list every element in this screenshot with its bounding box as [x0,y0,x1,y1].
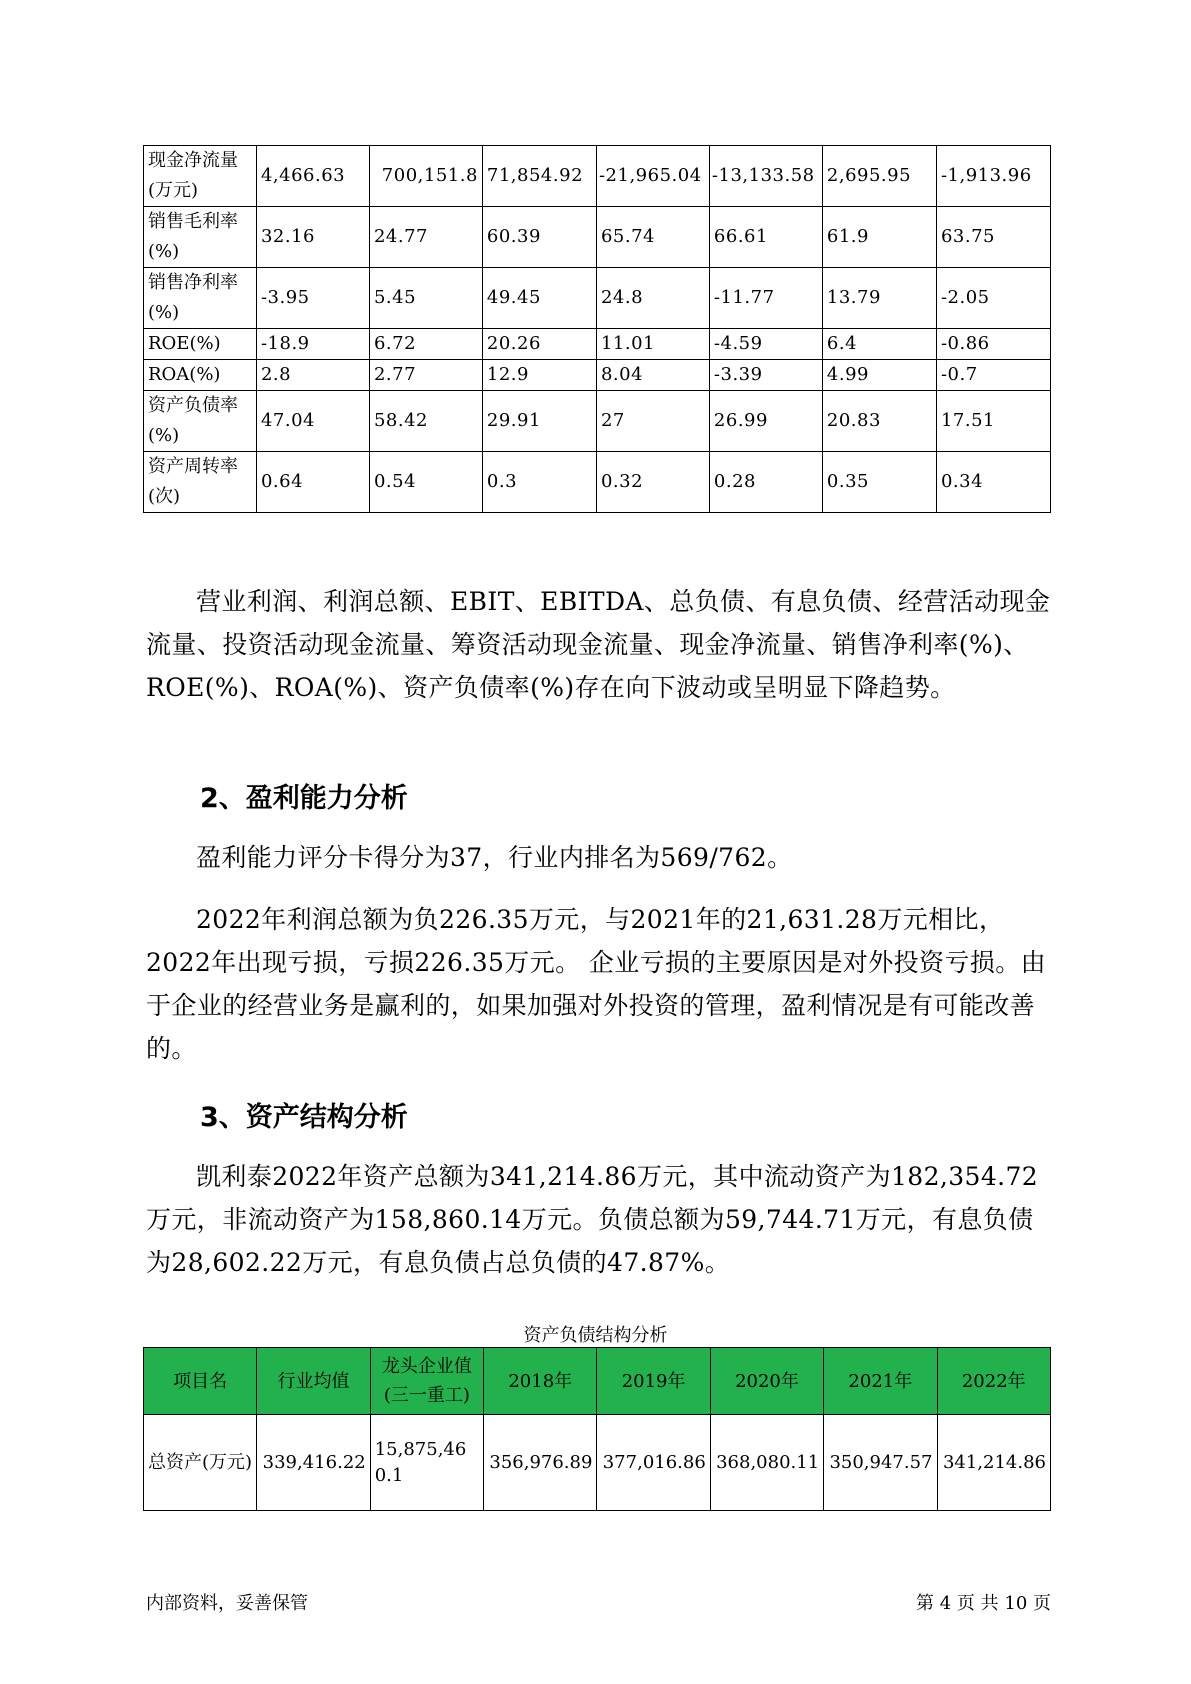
table-cell: -0.86 [936,329,1050,360]
table-row [144,268,1051,329]
table-header-row [144,1348,1051,1415]
table-cell: -21,965.04 [596,146,709,207]
section-heading-asset-structure: 3、资产结构分析 [200,1102,408,1133]
table-cell: 71,854.92 [482,146,596,207]
table-cell: 4,466.63 [256,146,369,207]
table-cell: -13,133.58 [709,146,822,207]
table-cell: 11.01 [596,329,709,360]
row-label: 现金净流量(万元) [144,146,257,207]
table-cell: -2.05 [936,268,1050,329]
row-label: ROE(%) [144,329,257,360]
column-header: 龙头企业值(三一重工) [370,1348,483,1415]
table-cell: -3.39 [709,360,822,391]
column-header: 2021年 [824,1348,937,1415]
table-cell: 32.16 [256,207,369,268]
table-caption: 资产负债结构分析 [523,1325,668,1346]
column-header: 行业均值 [257,1348,370,1415]
table-cell: 6.4 [822,329,936,360]
table-cell: 27 [596,391,709,452]
table-cell: 0.28 [709,452,822,513]
table-cell: 24.8 [596,268,709,329]
table-cell: 2,695.95 [822,146,936,207]
table-cell: 0.64 [256,452,369,513]
table-cell: 377,016.86 [597,1415,710,1511]
table-cell: 368,080.11 [710,1415,823,1511]
column-header: 2020年 [710,1348,823,1415]
table-cell: 13.79 [822,268,936,329]
row-label: ROA(%) [144,360,257,391]
profit-paragraph: 2022年利润总额为负226.35万元，与2021年的21,631.28万元相比，2022年出现亏损，亏损226.35万元。 企业亏损的主要原因是对外投资亏损。由于企业的经营业务是赢利的，如果加强对外投资的管理，盈利情况是有可能改善的。 [146,905,1047,1063]
row-label: 总资产(万元) [144,1415,257,1511]
row-label: 销售毛利率(%) [144,207,257,268]
table-cell: 5.45 [369,268,482,329]
table-cell: -11.77 [709,268,822,329]
table-cell: 20.83 [822,391,936,452]
financial-indicators-table [143,145,1051,513]
table-cell: 12.9 [482,360,596,391]
table-cell: 700,151.8 [369,146,482,207]
column-header: 2018年 [484,1348,597,1415]
footer-confidential-note: 内部资料，妥善保管 [146,1593,308,1614]
table-cell: 29.91 [482,391,596,452]
table-cell: -4.59 [709,329,822,360]
table-cell: 339,416.22 [257,1415,370,1511]
row-label: 资产负债率(%) [144,391,257,452]
table-cell: 47.04 [256,391,369,452]
score-paragraph: 盈利能力评分卡得分为37，行业内排名为569/762。 [196,843,793,872]
table-cell: 0.54 [369,452,482,513]
table-cell: 0.35 [822,452,936,513]
table-cell: 15,875,460.1 [370,1415,483,1511]
row-label: 资产周转率(次) [144,452,257,513]
table-cell: 4.99 [822,360,936,391]
table-cell: -18.9 [256,329,369,360]
table-cell: 356,976.89 [484,1415,597,1511]
table-cell: 58.42 [369,391,482,452]
table-row [144,452,1051,513]
table-row [144,391,1051,452]
table-cell: 6.72 [369,329,482,360]
table-cell: 2.8 [256,360,369,391]
column-header: 2022年 [937,1348,1050,1415]
table-cell: 0.34 [936,452,1050,513]
table-cell: 350,947.57 [824,1415,937,1511]
table-cell: -0.7 [936,360,1050,391]
table-cell: 341,214.86 [937,1415,1050,1511]
balance-structure-table [143,1347,1051,1511]
table-cell: 20.26 [482,329,596,360]
table-cell: 0.32 [596,452,709,513]
table-cell: 65.74 [596,207,709,268]
table-cell: 0.3 [482,452,596,513]
table-cell: 66.61 [709,207,822,268]
column-header: 2019年 [597,1348,710,1415]
table-row [144,360,1051,391]
table-cell: 49.45 [482,268,596,329]
table-cell: 24.77 [369,207,482,268]
row-label: 销售净利率(%) [144,268,257,329]
table-cell: 2.77 [369,360,482,391]
table-cell: 17.51 [936,391,1050,452]
page-number: 第 4 页 共 10 页 [916,1593,1051,1614]
table-cell: -1,913.96 [936,146,1050,207]
table-row [144,1415,1051,1511]
table-cell: -3.95 [256,268,369,329]
table-row [144,207,1051,268]
table-cell: 63.75 [936,207,1050,268]
assets-paragraph: 凯利泰2022年资产总额为341,214.86万元，其中流动资产为182,354.72万元，非流动资产为158,860.14万元。负债总额为59,744.71万元，有息负债为28,602.22万元，有息负债占总负债的47.87%。 [146,1162,1039,1277]
table-row [144,146,1051,207]
table-cell: 61.9 [822,207,936,268]
table-cell: 26.99 [709,391,822,452]
trend-paragraph: 营业利润、利润总额、EBIT、EBITDA、总负债、有息负债、经营活动现金流量、投资活动现金流量、筹资活动现金流量、现金净流量、销售净利率(%)、ROE(%)、ROA(%)、资产负债率(%)存在向下波动或呈明显下降趋势。 [146,587,1051,702]
table-cell: 60.39 [482,207,596,268]
column-header: 项目名 [144,1348,257,1415]
table-cell: 8.04 [596,360,709,391]
table-row [144,329,1051,360]
section-heading-profitability: 2、盈利能力分析 [200,783,408,814]
